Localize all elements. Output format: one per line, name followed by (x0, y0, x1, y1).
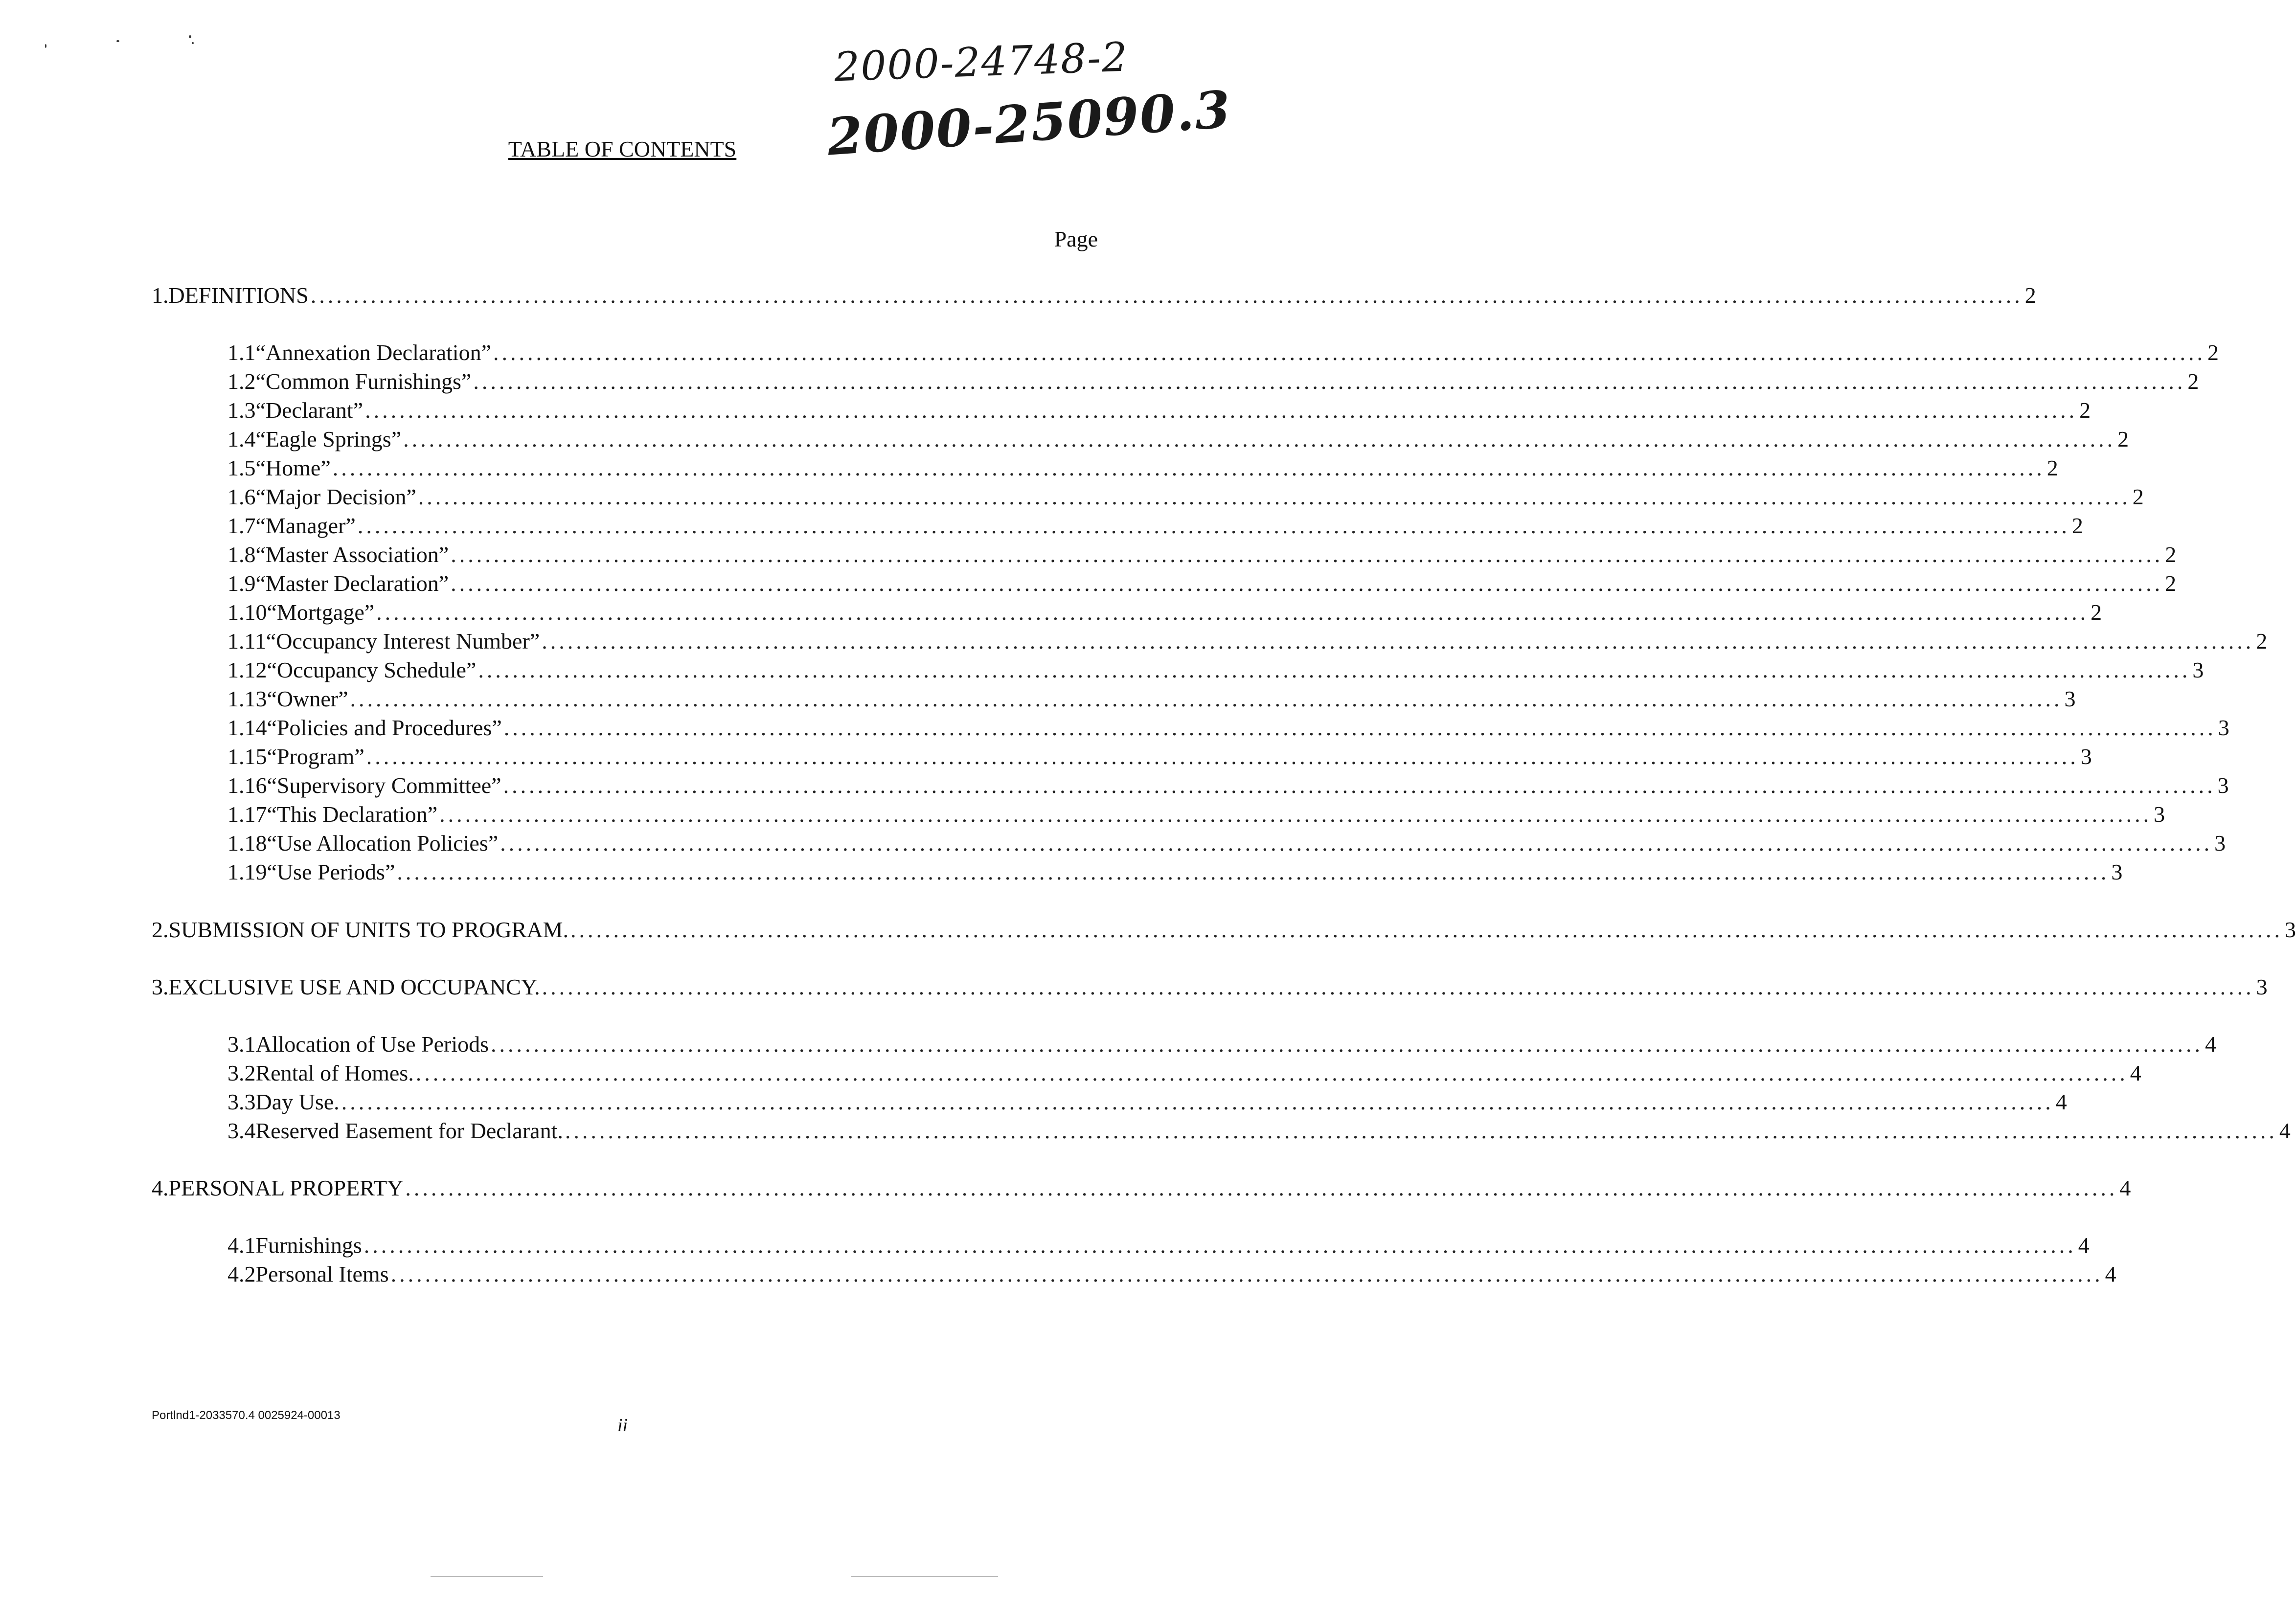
leader-dots: ........................................................................................................................................................................................................ (365, 398, 2078, 423)
toc-entry (227, 1118, 2291, 1146)
toc-entry-number: 1.8 (227, 542, 256, 567)
toc-entry-page: 3 (2218, 715, 2229, 740)
toc-entry-page: 3 (2285, 917, 2296, 942)
scan-speck (192, 42, 194, 44)
toc-entry-number: 1.13 (227, 686, 267, 711)
toc-entry (227, 339, 2219, 368)
toc-entry-number: 3.2 (227, 1060, 256, 1085)
toc-entry-page: 3 (2256, 974, 2268, 999)
leader-dots: ........................................................................................................................................................................................................ (451, 571, 2163, 596)
page-column-header: Page (1054, 226, 1098, 251)
toc-entry-page: 4 (2105, 1262, 2116, 1286)
toc-entry (227, 1261, 2116, 1289)
toc-entry-label: “Annexation Declaration” (255, 340, 491, 365)
toc-entry-number: 1.3 (227, 398, 256, 423)
leader-dots: ........................................................................................................................................................................................................ (403, 427, 2116, 451)
toc-entry-number: 4.2 (227, 1262, 256, 1286)
leader-dots: ........................................................................................................................................................................................................ (493, 340, 2205, 365)
scan-speck (189, 35, 191, 38)
toc-entry-label: “Common Furnishings” (255, 369, 472, 394)
toc-entry-page: 4 (2119, 1175, 2131, 1200)
scan-speck (116, 40, 119, 42)
toc-entry (227, 744, 2092, 772)
toc-entry-number: 1.12 (227, 657, 267, 682)
toc-entry (227, 772, 2229, 801)
toc-entry-page: 2 (2046, 455, 2058, 480)
toc-entry-page: 2 (2117, 427, 2129, 451)
toc-entry-page: 3 (2214, 831, 2226, 856)
toc-entry-number: 1.1 (227, 340, 256, 365)
toc-entry (152, 917, 2296, 945)
leader-dots: ........................................................................................................................................................................................................ (542, 629, 2254, 654)
leader-dots: ........................................................................................................................................................................................................ (473, 369, 2186, 394)
toc-entry-page: 3 (2192, 657, 2204, 682)
toc-entry-label: “Mortgage” (267, 600, 375, 625)
toc-entry-label: “Owner” (267, 686, 348, 711)
toc-entry (227, 541, 2177, 570)
toc-entry-number: 1.11 (227, 629, 266, 654)
toc-entry-number: 1.19 (227, 859, 267, 884)
leader-dots: ........................................................................................................................................................................................................ (542, 974, 2254, 999)
scan-edge-line (431, 1576, 543, 1577)
toc-entry-label: “Eagle Springs” (255, 427, 402, 451)
toc-entry-label: Rental of Homes. (255, 1060, 414, 1085)
toc-entry (227, 657, 2204, 685)
toc-entry-number: 2. (152, 917, 169, 942)
toc-entry-page: 2 (2091, 600, 2102, 625)
toc-entry-number: 1.10 (227, 600, 267, 625)
toc-entry (152, 974, 2268, 1002)
toc-entry (227, 513, 2083, 541)
leader-dots: ........................................................................................................................................................................................................ (332, 455, 2045, 480)
toc-entry (227, 484, 2144, 512)
toc-entry-number: 3.1 (227, 1032, 256, 1057)
toc-entry (227, 859, 2123, 887)
toc-entry-number: 1.17 (227, 802, 267, 827)
toc-entry (227, 801, 2165, 830)
toc-entry (227, 455, 2058, 483)
toc-entry-page: 2 (2024, 283, 2036, 308)
toc-entry (227, 1089, 2067, 1117)
toc-entry-page: 3 (2217, 773, 2229, 798)
toc-entry-page: 4 (2279, 1118, 2291, 1143)
leader-dots: ........................................................................................................................................................................................................ (451, 542, 2163, 567)
toc-entry-label: “Program” (267, 744, 364, 769)
leader-dots: ........................................................................................................................................................................................................ (491, 1032, 2204, 1057)
toc-entry-number: 1. (152, 283, 169, 308)
toc-entry-label: SUBMISSION OF UNITS TO PROGRAM. (168, 917, 569, 942)
toc-entry-page: 2 (2187, 369, 2199, 394)
toc-entry-number: 1.16 (227, 773, 267, 798)
toc-entry-number: 1.4 (227, 427, 256, 451)
leader-dots: ........................................................................................................................................................................................................ (478, 657, 2191, 682)
leader-dots: ........................................................................................................................................................................................................ (503, 715, 2216, 740)
leader-dots: ........................................................................................................................................................................................................ (390, 1262, 2103, 1286)
toc-entry-label: “Use Periods” (267, 859, 395, 884)
toc-entry-number: 3.3 (227, 1089, 256, 1114)
toc-entry-label: “Occupancy Interest Number” (266, 629, 540, 654)
toc-entry-label: EXCLUSIVE USE AND OCCUPANCY. (168, 974, 540, 999)
toc-entry-label: “Use Allocation Policies” (267, 831, 499, 856)
toc-entry-label: Personal Items (255, 1262, 389, 1286)
leader-dots: ........................................................................................................................................................................................................ (418, 484, 2131, 509)
toc-entry-label: “Home” (255, 455, 331, 480)
toc-entry (227, 397, 2091, 426)
handwritten-file-number-1: 2000-24748-2 (833, 34, 1129, 91)
scan-edge-line (851, 1576, 998, 1577)
toc-entry-page: 2 (2207, 340, 2219, 365)
toc-entry-page: 4 (2130, 1060, 2141, 1085)
toc-entry-number: 1.6 (227, 484, 256, 509)
leader-dots: ........................................................................................................................................................................................................ (405, 1175, 2118, 1200)
toc-entry (227, 368, 2199, 397)
toc-entry-page: 4 (2205, 1032, 2217, 1057)
toc-entry-page: 4 (2078, 1233, 2090, 1258)
toc-entry-page: 2 (2256, 629, 2268, 654)
toc-entry-page: 2 (2079, 398, 2091, 423)
toc-entry-label: “This Declaration” (267, 802, 438, 827)
leader-dots: ........................................................................................................................................................................................................ (415, 1060, 2128, 1085)
leader-dots: ........................................................................................................................................................................................................ (357, 513, 2070, 538)
handwritten-file-number-2: 2000-25090.3 (825, 79, 1233, 167)
toc-entry (227, 1031, 2217, 1060)
leader-dots: ........................................................................................................................................................................................................ (565, 1118, 2277, 1143)
toc-entry-number: 1.18 (227, 831, 267, 856)
toc-entry (227, 686, 2076, 714)
toc-entry-label: “Occupancy Schedule” (267, 657, 477, 682)
toc-entry-label: “Master Association” (255, 542, 449, 567)
toc-entry-page: 3 (2064, 686, 2076, 711)
toc-entry-number: 3. (152, 974, 169, 999)
toc-entry (227, 1060, 2141, 1088)
toc-entry (227, 830, 2226, 858)
toc-entry (227, 628, 2268, 656)
toc-entry-page: 4 (2055, 1089, 2067, 1114)
toc-entry-label: “Declarant” (255, 398, 364, 423)
toc-entry-page: 3 (2111, 859, 2123, 884)
toc-entry-number: 1.15 (227, 744, 267, 769)
toc-entry-number: 1.5 (227, 455, 256, 480)
toc-entry-label: PERSONAL PROPERTY (168, 1175, 404, 1200)
toc-entry-number: 1.9 (227, 571, 256, 596)
toc-entry-label: Reserved Easement for Declarant. (255, 1118, 563, 1143)
toc-entry-page: 2 (2165, 542, 2177, 567)
leader-dots: ........................................................................................................................................................................................................ (364, 1233, 2076, 1258)
toc-entry (227, 570, 2177, 599)
toc-entry-page: 2 (2165, 571, 2177, 596)
toc-entry-number: 3.4 (227, 1118, 256, 1143)
toc-entry-label: “Manager” (255, 513, 356, 538)
toc-entry (227, 1232, 2090, 1261)
toc-entry (152, 282, 2036, 311)
leader-dots: ........................................................................................................................................................................................................ (366, 744, 2079, 769)
leader-dots: ........................................................................................................................................................................................................ (376, 600, 2089, 625)
toc-entry-label: DEFINITIONS (168, 283, 309, 308)
toc-entry-number: 1.2 (227, 369, 256, 394)
page-number: ii (617, 1415, 628, 1436)
toc-entry-label: Furnishings (255, 1233, 362, 1258)
toc-entry-label: “Supervisory Committee” (267, 773, 501, 798)
leader-dots: ........................................................................................................................................................................................................ (310, 283, 2023, 308)
toc-entry-label: “Policies and Procedures” (267, 715, 502, 740)
toc-entry-number: 4.1 (227, 1233, 256, 1258)
toc-entry-page: 2 (2071, 513, 2083, 538)
toc-entry-number: 4. (152, 1175, 169, 1200)
leader-dots: ........................................................................................................................................................................................................ (439, 802, 2152, 827)
leader-dots: ........................................................................................................................................................................................................ (503, 773, 2216, 798)
scan-speck (45, 44, 46, 48)
leader-dots: ........................................................................................................................................................................................................ (350, 686, 2063, 711)
toc-entry-number: 1.7 (227, 513, 256, 538)
toc-entry-page: 3 (2154, 802, 2165, 827)
toc-entry-label: Allocation of Use Periods (255, 1032, 489, 1057)
toc-entry (227, 599, 2102, 628)
leader-dots: ........................................................................................................................................................................................................ (500, 831, 2213, 856)
leader-dots: ........................................................................................................................................................................................................ (397, 859, 2110, 884)
toc-entry-page: 3 (2080, 744, 2092, 769)
toc-entry-label: Day Use. (255, 1089, 340, 1114)
leader-dots: ........................................................................................................................................................................................................ (341, 1089, 2054, 1114)
toc-entry (227, 715, 2229, 743)
toc-entry-label: “Master Declaration” (255, 571, 449, 596)
document-id-footer: Portlnd1-2033570.4 0025924-00013 (152, 1409, 341, 1422)
toc-entry-label: “Major Decision” (255, 484, 416, 509)
leader-dots: ........................................................................................................................................................................................................ (570, 917, 2283, 942)
toc-entry (152, 1175, 2131, 1203)
toc-entry-number: 1.14 (227, 715, 267, 740)
toc-entry-page: 2 (2132, 484, 2144, 509)
page-title: TABLE OF CONTENTS (508, 136, 737, 161)
toc-entry (227, 426, 2129, 454)
